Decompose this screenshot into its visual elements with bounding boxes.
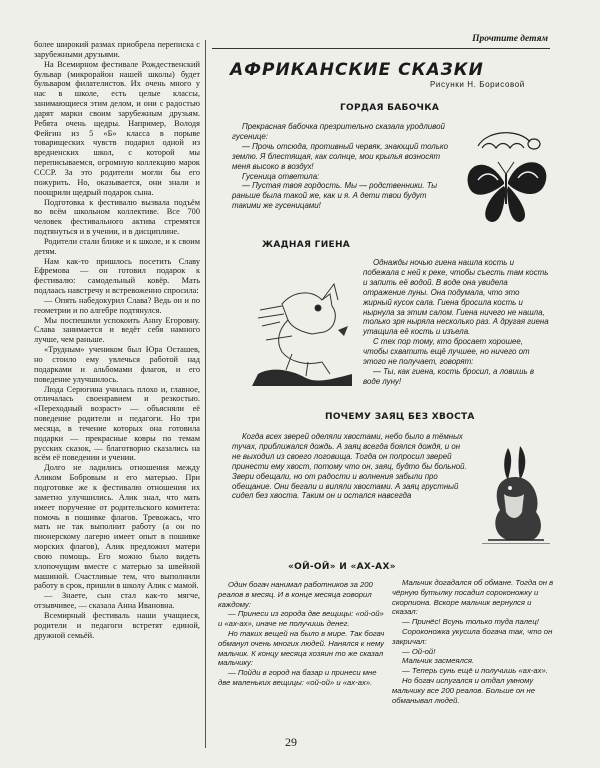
story-paragraph: Но таких вещей на было в мире. Так богач обманул очень многих людей. Нанялся к нему мальчик. К концу месяца хозяин то же сказал мальчику: — [218, 628, 385, 668]
left-paragraph: Родители стали ближе и к школе, и к своим детям. — [34, 236, 200, 256]
left-paragraph: Люда Серюгина училась плохо и, главное, отличалась своенравием и резкостью. «Переходный возраст» — объясняли её поведение родители и педагоги. Но три месяца, в течение которых она готовила подарки — прекрасные ковры по темам русских сказок, — благотворно сказались на всём её поведении и учении. — [34, 384, 200, 463]
story-paragraph: — Пустая твоя гордость. Мы — родственники. Ты раньше была такой же, как и я. А дети твои будут такими же гусеницами! — [232, 181, 438, 211]
hare-illustration — [474, 440, 552, 544]
left-paragraph: Подготовка к фестивалю вызвала подъём во всём школьном коллективе. Все 700 человек фестивального актива стремятся подтянуться и в учении, и в дисциплине. — [34, 197, 200, 237]
story-paragraph: С тех пор тому, кто бросает хорошее, чтобы схватить ещё лучшее, но ничего от этого не получает, говорят: — [363, 337, 530, 367]
hyena-illustration — [252, 270, 358, 386]
section-label: Прочтите детям — [472, 34, 548, 44]
story-text-oyoy-col2 — [392, 578, 558, 705]
left-paragraph: Мы поспешили успокоить Анну Егоровну. Слава занимается и ведёт себя намного лучше, чем раньше. — [34, 315, 200, 345]
left-paragraph: Всемирный фестиваль наши учащиеся, родители и педагоги встретят единой, дружной семьёй. — [34, 610, 200, 640]
left-paragraph: — Опять набедокурил Слава? Ведь он и по геометрии и по алгебре подтянулся. — [34, 295, 200, 315]
story-paragraph: Мальчик догадался об обмане. Тогда он в чёрную бутылку посадил сороконожку и скорпиона. Вскоре мальчик вернулся и сказал: — [392, 578, 554, 617]
left-paragraph: более широкий размах приобрела переписка с зарубежными друзьями. — [34, 40, 200, 59]
left-paragraph: Долго не ладились отношения между Аликом Бобровым и его матерью. При подготовке же к фестивалю отношения их заметно улучшились. Алик знал, что мать имеет поручение от родительского комитета: помочь в пошивке флагов. Тревожась, что мать не так выполнит работу (а он по пионерскому лагерю имеет опыт в пошивке морских флагов), Алик предложил матери свою помощь. Его можно было видеть хлопочущим вместе с матерью за швейной машиной. Счастливые тем, что выполнили работу в срок, пришли в школу Алик с мамой. — [34, 463, 200, 591]
story-heading-hare: ПОЧЕМУ ЗАЯЦ БЕЗ ХВОСТА — [325, 412, 475, 422]
left-column-article — [34, 40, 200, 748]
story-heading-hyena: ЖАДНАЯ ГИЕНА — [262, 240, 351, 250]
story-paragraph: Мальчик засмеялся. — [402, 656, 475, 666]
header-rule — [212, 48, 550, 49]
story-paragraph: Когда всех зверей оделяли хвостами, небо было в тёмных тучах, приближался дождь. А заяц всегда боялся дождя, и он не выходил из своего логовища. Тогда он попросил зверей принести ему хвост, потому что он, заяц, будто бы больной. Звери обещали, но от радости и волнения забыли про обещание. Они бегали и виляли хвостами. А заяц грустный сидел без хвоста. Таким он и остался навсегда — [232, 432, 467, 501]
left-paragraph: — Знаете, сын стал как-то мягче, отзывчивее, — сказала Анна Ивановна. — [34, 591, 200, 611]
story-paragraph: Один богач нанимал работников за 200 реалов в месяц. И в конце месяца говорил каждому: — [218, 580, 373, 609]
butterfly-caterpillar-illustration — [458, 124, 558, 228]
story-heading-oyoy: «ОЙ-ОЙ» И «АХ-АХ» — [288, 562, 396, 572]
left-paragraph: На Всемирном фестивале Рождественский бульвар (микрорайон нашей школы) будет бульваром филателистов. Их очень много у нас в школе, есть целые классы, занимающиеся этим делом, и они с радостью дарят марки своим зарубежным друзьям. Ребята очень щедры. Например, Володя Фейгин из 5 «Б» класса в порыве товарищеских чувств подарил одной из вредненских школ, с которой мы переписываемся, огромную коллекцию марок СССР. За это родители могли бы его пожурить. Но, оказывается, они знали и поощрили щедрый подарок сына. — [34, 59, 200, 197]
story-paragraph: Гусеница ответила: — [242, 171, 320, 181]
column-divider — [205, 40, 206, 748]
story-paragraph: — Принёс! Всунь только туда палец! — [402, 617, 539, 627]
left-paragraph: Нам как-то пришлось посетить Славу Ефремова — он готовил подарок к фестивалю: самодельный ковёр. Мать подлаась навстречу и встревоженно спросила: — [34, 256, 200, 296]
story-text-hyena — [363, 258, 549, 387]
illustration-credit: Рисунки Н. Борисовой — [430, 80, 525, 89]
story-paragraph: — Теперь сунь ещё и получишь «ах-ах». — [402, 666, 548, 676]
story-paragraph: Однажды ночью гиена нашла кость и побежала с ней к реке, чтобы съесть там кость и запить её водой. В воде она увидела отражение луны. Она подумала, что это жирный кусок сала. Гиена бросила кость и нырнула за этим салом. Гиена ничего не нашла, только зря ныряла несколько раз. А другая гиена утащила её кость и изъела. — [363, 258, 549, 337]
story-paragraph: Сороконожка укусила богача так, что он закричал: — [392, 626, 553, 646]
story-paragraph: — Принеси из города две вещицы: «ой-ой» и «ах-ах», иначе не получишь денег. — [218, 609, 384, 629]
story-paragraph: — Пойди в город на базар и принеси мне две маленьких вещицы: «ой-ой» и «ах-ах». — [218, 668, 377, 687]
left-paragraph: «Трудным» учеником был Юра Осташев, но стоило ему увлечься работой над подарками и альбомами флагов, и его поведение улучшилось. — [34, 345, 200, 384]
page-number: 29 — [285, 735, 297, 749]
feature-title: АФРИКАНСКИЕ СКАЗКИ — [230, 60, 484, 80]
story-paragraph: — Ой-ой! — [402, 646, 436, 656]
story-paragraph: Прекрасная бабочка презрительно сказала уродливой гусенице: — [232, 122, 445, 141]
story-heading-butterfly: ГОРДАЯ БАБОЧКА — [340, 103, 440, 113]
story-text-hare — [232, 432, 468, 501]
story-text-butterfly — [232, 122, 454, 211]
story-text-oyoy-col1 — [218, 580, 386, 688]
story-paragraph: — Ты, как гиена, кость бросил, а ловишь в воде луну! — [363, 366, 534, 386]
story-paragraph: Но богач испугался и отдал умному мальчику все 200 реалов. Больше он не обманывал людей. — [392, 675, 536, 705]
story-paragraph: — Прочь отсюда, противный червяк, знающий только землю. Я блестящая, как солнце, мои крылья возносят меня высоко в воздух! — [232, 141, 449, 171]
